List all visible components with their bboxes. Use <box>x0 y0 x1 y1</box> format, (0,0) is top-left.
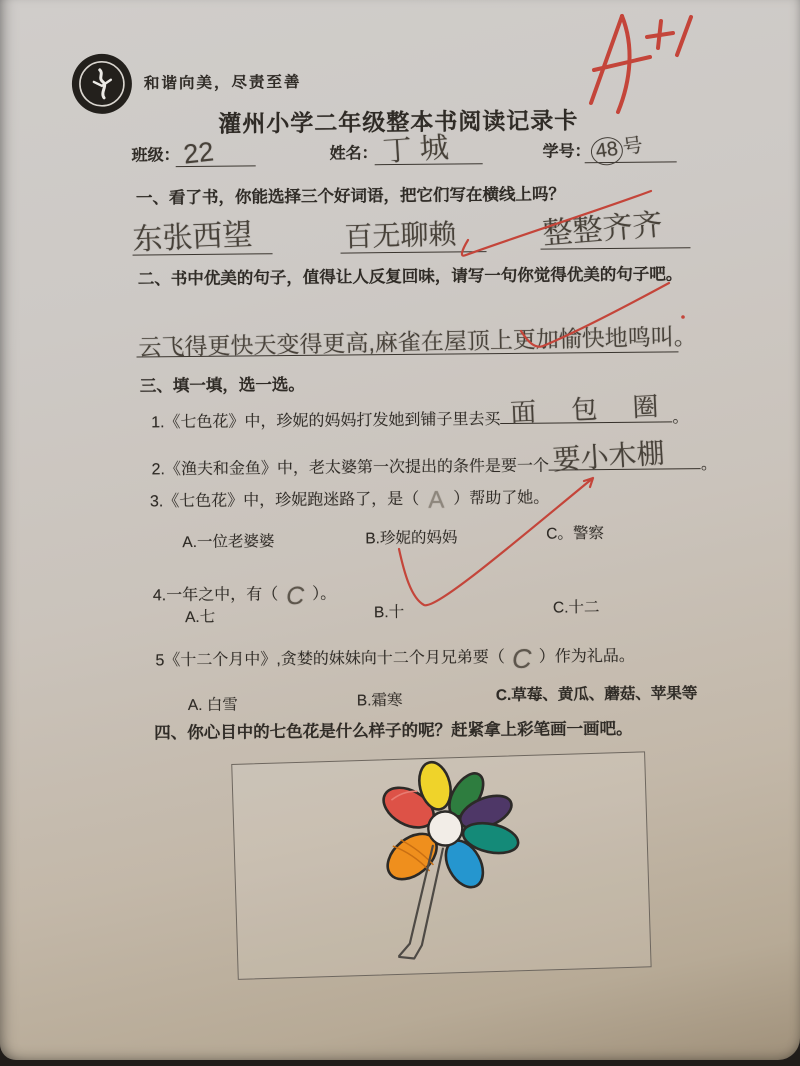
q1-answer2-line <box>340 213 486 253</box>
q3-item2-period: 。 <box>700 455 718 474</box>
q3-item3-answer-handwriting: A <box>428 486 445 514</box>
q3-item3-pre: 3.《七色花》中，珍妮跑迷路了，是（ <box>149 490 420 511</box>
flower-center <box>428 811 463 846</box>
q3-item4-option-a: A.七 <box>184 608 216 627</box>
q3-item1-period: 。 <box>672 409 689 427</box>
q3-item3 <box>150 485 550 518</box>
seven-color-flower-drawing <box>232 752 650 976</box>
q3-item4-option-b: B.十 <box>373 603 405 622</box>
name-value-handwriting: 丁城 <box>381 131 458 169</box>
q2-heading: 二、书中优美的句子，值得让人反复回味，请写一句你觉得优美的句子吧。 <box>137 265 683 289</box>
q3-item2 <box>151 437 718 479</box>
class-label: 班级： <box>131 147 180 165</box>
q3-item4-pre: 4.一年之中，有（ <box>152 586 279 605</box>
class-value-handwriting: 22 <box>181 136 216 170</box>
q3-item3-option-a: A.一位老婆婆 <box>182 533 275 552</box>
q3-item1-answer-handwriting: 面 包 圈 <box>509 390 674 428</box>
drawing-box <box>231 751 651 980</box>
number-suffix: 号 <box>621 134 645 160</box>
q3-item5-post: ）作为礼品。 <box>538 647 635 666</box>
q3-item3-option-c: C。警察 <box>546 525 605 543</box>
school-motto: 和谐向美，尽责至善 <box>143 73 302 93</box>
q1-answer1-handwriting: 东张西望 <box>131 218 254 257</box>
q3-item4 <box>153 581 337 613</box>
circled-number: 48 <box>589 135 625 167</box>
q3-item1-text: 1.《七色花》中，珍妮的妈妈打发她到铺子里去买 <box>151 411 501 432</box>
q2-answer-handwriting: 云飞得更快天变得更高,麻雀在屋顶上更加愉快地鸣叫。 <box>138 323 698 361</box>
q3-item2-answer-handwriting: 要小木棚 <box>552 437 666 476</box>
student-number-label: 学号： <box>542 143 591 161</box>
name-label: 姓名： <box>329 145 378 163</box>
q4-heading: 四、你心目中的七色花是什么样子的呢？赶紧拿上彩笔画一画吧。 <box>154 719 633 743</box>
q3-item5-answer-handwriting: C <box>511 643 532 674</box>
q3-item2-text: 2.《渔夫和金鱼》中，老太婆第一次提出的条件是要一个 <box>151 457 550 479</box>
q1-heading: 一、看了书，你能选择三个好词语，把它们写在横线上吗？ <box>135 185 566 208</box>
q3-item4-post: ）。 <box>312 585 337 603</box>
q3-item5-pre: 5《十二个月中》,贪婪的妹妹向十二个月兄弟要（ <box>155 649 505 670</box>
q3-item3-post: ）帮助了她。 <box>453 489 550 508</box>
q3-item5 <box>155 643 635 679</box>
q3-item1-blank <box>500 390 674 428</box>
q1-answer3-handwriting: 整整齐齐 <box>541 208 664 251</box>
q3-item4-option-c: C.十二 <box>552 599 600 617</box>
q3-item5-option-b: B.霜寒 <box>356 691 403 710</box>
q3-item4-answer-handwriting: C <box>286 581 305 611</box>
q3-item3-option-b: B.珍妮的妈妈 <box>365 529 458 548</box>
q3-heading: 三、填一填，选一选。 <box>139 375 305 396</box>
student-number-handwriting <box>589 129 645 168</box>
q3-item2-blank <box>549 437 701 476</box>
class-line <box>175 129 255 170</box>
q3-item1 <box>151 390 689 432</box>
q3-item5-option-c: C.草莓、黄瓜、蘑菇、苹果等 <box>495 685 698 705</box>
page-title: 灌州小学二年级整本书阅读记录卡 <box>218 107 579 137</box>
name-line <box>374 123 482 169</box>
q2-answer-line <box>136 309 698 361</box>
q1-answer3-line <box>540 203 690 249</box>
student-number-line <box>584 119 676 163</box>
q1-answer1-line <box>132 209 272 255</box>
q1-answer2-handwriting: 百无聊赖 <box>344 218 457 253</box>
q3-item5-option-a: A. 白雪 <box>187 696 238 715</box>
